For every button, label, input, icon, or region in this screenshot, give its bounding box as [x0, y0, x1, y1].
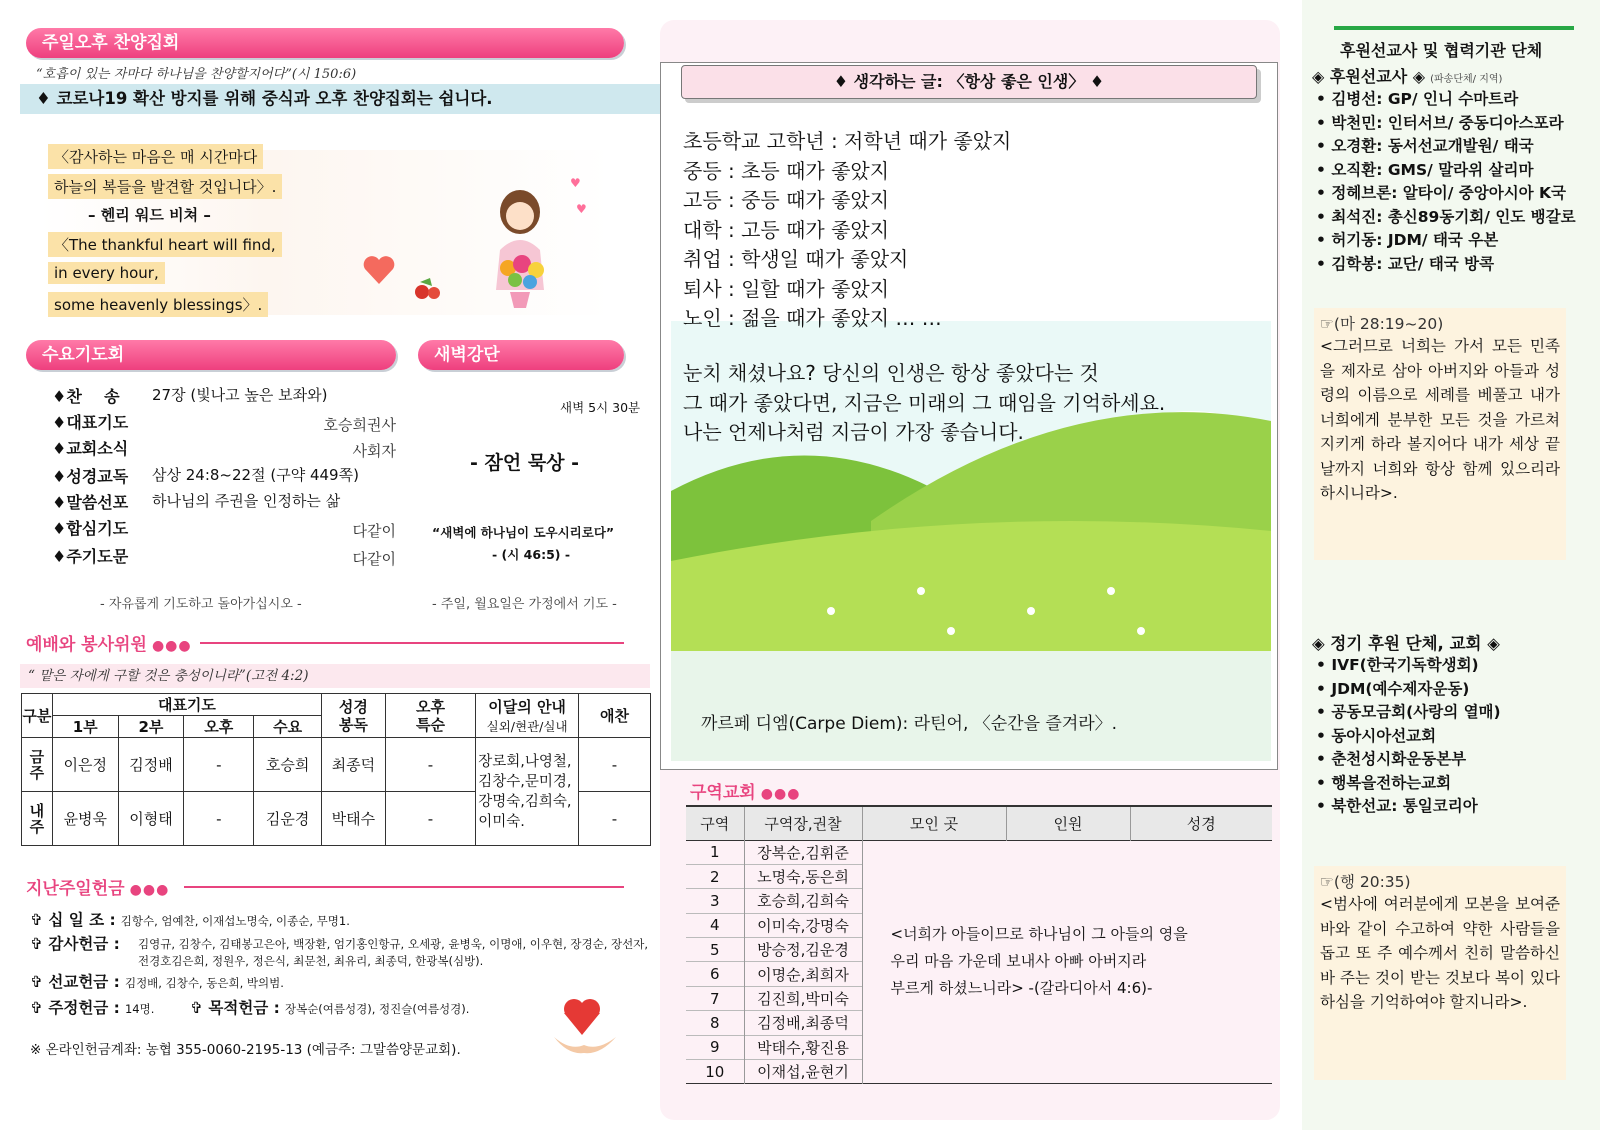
district-table: 구역 구역장,권찰 모인 곳 인원 성경 1 장복순,김휘준 <너희가 아들이므로 하나님이 그 아들의 영을 우리 마음 가운데 보내사 아빠 아버지라 부르게 하셨느니라> -(갈라디아서 4:6)- 2 노명숙,동은희 3 호승희,김희숙 4 이미숙,강명숙 5 방승정,김운경 6 이명순,최희자 7 김진희,박미숙 8 김정배,최종덕 9 박태수,황진용 10 이재섭,윤현기: [686, 805, 1272, 1084]
table-row: 1 장복순,김휘준 <너희가 아들이므로 하나님이 그 아들의 영을 우리 마음 가운데 보내사 아빠 아버지라 부르게 하셨느니라> -(갈라디아서 4:6)-: [686, 840, 1272, 864]
poem-line: 〈The thankful heart will find,: [48, 232, 282, 257]
missionary-subhead: ◈ 후원선교사 ◈ (파송단체/ 지역): [1312, 67, 1503, 86]
reflection-para: 눈치 채셨나요? 당신의 인생은 항상 좋았다는 것 그 때가 좋았다면, 지금은 미래의 그 때임을 기억하세요. 나는 언제나처럼 지금이 가장 좋습니다.: [683, 361, 1166, 444]
list-item: • 춘천성시화운동본부: [1316, 748, 1501, 772]
col-special: 오후특순: [385, 694, 475, 738]
col-choir: 애찬: [578, 694, 650, 738]
small-heart-icon: ♥: [570, 176, 581, 190]
hands-with-hearts-icon: [550, 995, 620, 1055]
table-row: 내주 윤병욱 이형태 - 김운경 박태수 - -: [22, 792, 651, 846]
list-item: • 최석진: 총신89동기회/ 인도 뱅갈로: [1316, 206, 1576, 230]
table-row: 4 이미숙,강명숙: [686, 913, 1272, 937]
program-row: ♦교회소식 사회자: [52, 439, 396, 460]
dawn-footer: - 주일, 월요일은 가정에서 기도 -: [432, 597, 617, 612]
list-item: • 행복을전하는교회: [1316, 772, 1501, 796]
col-p3: 오후: [184, 716, 254, 738]
list-item: • IVF(한국기독학생회): [1316, 654, 1501, 678]
col-gubun: 구분: [22, 694, 53, 738]
offering-item: ✞ 목적헌금 : 장복순(여름성경), 정진슬(여름성경).: [190, 999, 470, 1017]
list-item: • 북한선교: 통일코리아: [1316, 795, 1501, 819]
col-p4: 수요: [254, 716, 322, 738]
heart-icon: [362, 254, 396, 286]
program-row: ♦성경교독 삼상 24:8~22절 (구약 449쪽): [52, 466, 359, 486]
offering-item: ✞ 주정헌금 : 14명.: [30, 999, 155, 1017]
table-row: 9 박태수,황진용: [686, 1035, 1272, 1059]
offering-line: [184, 886, 624, 888]
support-head: ◈ 정기 후원 단체, 교회 ◈: [1312, 634, 1500, 653]
dawn-verse: “새벽에 하나님이 도우시리로다”: [432, 525, 615, 540]
program-row: ♦합심기도 다같이: [52, 519, 396, 540]
list-item: • 공동모금회(사랑의 열매): [1316, 701, 1501, 725]
list-item: • 동아시아선교회: [1316, 725, 1501, 749]
sunday-title: 주일오후 찬양집회: [26, 28, 624, 58]
wednesday-title: 수요기도회: [26, 340, 396, 370]
poem-line: 하늘의 복들을 발견할 것입니다〉.: [48, 174, 282, 199]
poem-block: [40, 150, 610, 315]
list-item: • 정헤브론: 알타이/ 중앙아시아 K국: [1316, 182, 1576, 206]
col-p2: 2부: [118, 716, 184, 738]
poem-line: in every hour,: [48, 262, 165, 284]
list-item: • 오직환: GMS/ 말라위 살리마: [1316, 159, 1576, 183]
table-row: 2 노명숙,동은희: [686, 864, 1272, 888]
offering-item: ✞ 십 일 조 : 김항수, 엄예찬, 이재섭노명숙, 이종순, 무명1.: [30, 911, 350, 929]
dawn-title: 새벽강단: [418, 340, 624, 370]
verse-box-1: ☞(마 28:19~20) <그러므로 너희는 가서 모든 민족을 제자로 삼아 아버지와 아들과 성령의 이름으로 세례를 베풀고 내가 너희에게 분부한 모든 것을 가르쳐 지키게 하라 볼지어다 내가 세상 끝날까지 너희와 항상 함께 있으리라 하시니라>.: [1314, 308, 1566, 560]
list-item: • JDM(예수제자운동): [1316, 678, 1501, 702]
col-guide: 이달의 안내 실외/현관/실내: [476, 694, 579, 738]
service-line: [200, 642, 624, 644]
reflection-box: [660, 62, 1278, 770]
poem-author: – 헨리 워드 비쳐 –: [88, 206, 211, 224]
reflection-title: ♦ 생각하는 글: 〈항상 좋은 인생〉 ♦: [681, 65, 1257, 99]
list-item: • 김병선: GP/ 인니 수마트라: [1316, 88, 1576, 112]
program-row: ♦찬 송 27장 (빛나고 높은 보좌와): [52, 386, 328, 406]
dawn-main: - 잠언 묵상 -: [470, 452, 580, 474]
col-prayer: 대표기도: [52, 694, 321, 716]
support-list: [1316, 654, 1501, 819]
col-bible: 성경봉독: [322, 694, 386, 738]
service-header: 예배와 봉사위원 ●●●: [26, 635, 192, 655]
wednesday-footer: - 자유롭게 기도하고 돌아가십시오 -: [100, 597, 302, 612]
table-row: 6 이명순,최희자: [686, 962, 1272, 986]
offering-item: ✞ 선교헌금 : 김정배, 김창수, 동은희, 박의범.: [30, 973, 284, 991]
district-header: 구역교회 ●●●: [690, 783, 801, 803]
program-row: ♦말씀선포 하나님의 주권을 인정하는 삶: [52, 492, 341, 512]
table-row: 5 방승정,김운경: [686, 938, 1272, 962]
list-item: • 김학봉: 교단/ 태국 방콕: [1316, 253, 1576, 277]
verse-box-2: ☞(행 20:35) <범사에 여러분에게 모본을 보여준 바와 같이 수고하여 약한 사람들을 돕고 또 주 예수께서 친히 말씀하신 바 주는 것이 받는 것보다 복이 있다 하심을 기억하여야 할지니라>.: [1314, 866, 1566, 1080]
service-table: [21, 693, 651, 846]
program-row: ♦대표기도 호승희권사: [52, 413, 396, 434]
service-quote: “ 맡은 자에게 구할 것은 충성이니라”(고전 4:2): [20, 664, 650, 688]
list-item: • 허기동: JDM/ 태국 우본: [1316, 229, 1576, 253]
table-row: 10 이재섭,윤현기: [686, 1060, 1272, 1084]
online-account: ※ 온라인헌금계좌: 농협 355-0060-2195-13 (예금주: 그말씀양문교회).: [30, 1042, 461, 1058]
table-row: 금주 이은정 김정배 - 호승희 최종덕 - 장로회,나영철,김창수,문미경,강명숙,김희숙,이미숙. -: [22, 738, 651, 792]
list-item: • 박천민: 인터서브/ 중동디아스포라: [1316, 112, 1576, 136]
dawn-verse-ref: - (시 46:5) -: [492, 547, 571, 562]
offering-names: 김영규, 김창수, 김태봉고은아, 백장환, 엄기홍인항규, 오세광, 윤병욱, 이명애, 이우현, 장경순, 장선자, 전경호김은희, 정원우, 정은식, 최문천, 최유리, 최종덕, 한광복(심방).: [138, 937, 649, 968]
girl-with-flowers-illustration: [470, 180, 570, 310]
missionary-list: [1316, 88, 1576, 276]
poem-line: some heavenly blessings〉.: [48, 292, 268, 317]
table-row: 8 김정배,최종덕: [686, 1011, 1272, 1035]
green-accent-line: [1334, 26, 1574, 30]
table-row: 3 호승희,김희숙: [686, 889, 1272, 913]
reflection-lines: 초등학교 고학년 : 저학년 때가 좋았지 중등 : 초등 때가 좋았지 고등 : 중등 때가 좋았지 대학 : 고등 때가 좋았지 취업 : 학생일 때가 좋았지 퇴사 : 일할 때가 좋았지 노인 : 젊을 때가 좋았지 … …: [683, 129, 1012, 330]
sunday-notice: ♦ 코로나19 확산 방지를 위해 중식과 오후 찬양집회는 쉽니다.: [20, 84, 660, 114]
dawn-time: 새벽 5시 30분: [560, 400, 641, 415]
col-p1: 1부: [52, 716, 118, 738]
table-row: 7 김진희,박미숙: [686, 986, 1272, 1010]
district-verse: <너희가 아들이므로 하나님이 그 아들의 영을 우리 마음 가운데 보내사 아빠 아버지라 부르게 하셨느니라> -(갈라디아서 4:6)-: [890, 925, 1188, 998]
small-heart-icon: ♥: [576, 202, 587, 216]
berries-icon: [412, 276, 444, 302]
list-item: • 오경환: 동서선교개발원/ 태국: [1316, 135, 1576, 159]
offering-header: 지난주일헌금 ●●●: [26, 879, 170, 899]
sunday-quote: “호흡이 있는 자마다 하나님을 찬양할지어다”(시 150:6): [36, 67, 357, 82]
program-row: ♦주기도문 다같이: [52, 547, 396, 568]
missionary-title: 후원선교사 및 협력기관 단체: [1340, 41, 1543, 60]
carpe-diem: 까르페 디엠(Carpe Diem): 라틴어, 〈순간을 즐겨라〉.: [701, 714, 1118, 734]
guide-names: 장로회,나영철,김창수,문미경,강명숙,김희숙,이미숙.: [476, 738, 579, 846]
offering-item: ✞ 감사헌금 :: [30, 935, 120, 953]
poem-line: 〈감사하는 마음은 매 시간마다: [48, 144, 263, 169]
